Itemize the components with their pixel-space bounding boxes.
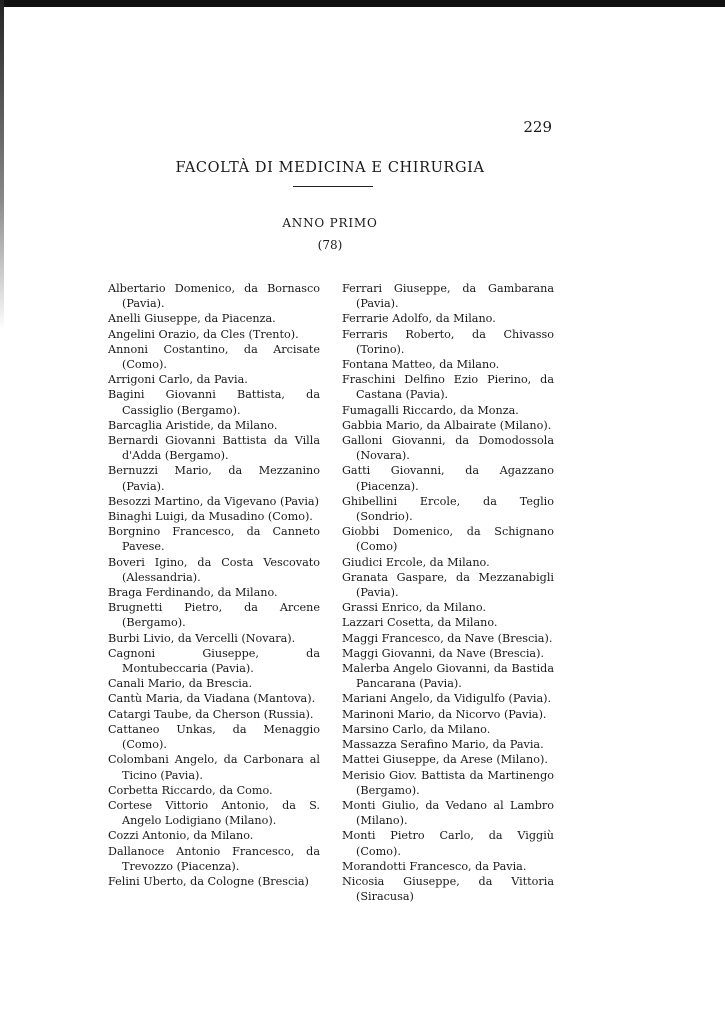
student-entry: Malerba Angelo Giovanni, da Bastida Pancarana (Pavia).	[342, 662, 554, 691]
student-entry: Mattei Giuseppe, da Arese (Milano).	[342, 753, 548, 767]
section-subtitle: ANNO PRIMO	[282, 216, 378, 230]
scan-left-edge	[0, 0, 4, 330]
student-entry: Borgnino Francesco, da Canneto Pavese.	[108, 525, 320, 554]
student-entry: Giobbi Domenico, da Schignano (Como)	[342, 525, 554, 554]
student-entry: Cantù Maria, da Viadana (Mantova).	[108, 692, 316, 706]
student-entry: Massazza Serafino Mario, da Pavia.	[342, 738, 544, 752]
student-entry: Cozzi Antonio, da Milano.	[108, 829, 254, 843]
student-entry: Binaghi Luigi, da Musadino (Como).	[108, 510, 313, 524]
student-entry: Cattaneo Unkas, da Menaggio (Como).	[108, 722, 320, 752]
student-count: (78)	[317, 238, 343, 252]
student-entry: Angelini Orazio, da Cles (Trento).	[108, 327, 299, 341]
student-entry: Monti Giulio, da Vedano al Lambro (Milano).	[342, 798, 554, 828]
student-entry: Dallanoce Antonio Francesco, da Trevozzo (Piacenza).	[108, 844, 320, 873]
student-entry: Annoni Costantino, da Arcisate (Como).	[108, 342, 320, 372]
student-entry: Maggi Francesco, da Nave (Brescia).	[342, 631, 553, 645]
student-entry: Ferraris Roberto, da Chivasso (Torino).	[342, 327, 554, 356]
student-entry: Canali Mario, da Brescia.	[108, 677, 253, 691]
student-entry: Ferrarie Adolfo, da Milano.	[342, 312, 496, 326]
student-entry: Bagini Giovanni Battista, da Cassiglio (Bergamo).	[108, 388, 320, 417]
student-entry: Fontana Matteo, da Milano.	[342, 358, 500, 372]
student-entry: Cortese Vittorio Antonio, da S. Angelo Lodigiano (Milano).	[108, 798, 320, 828]
scan-top-border	[0, 0, 725, 7]
student-entry: Gatti Giovanni, da Agazzano (Piacenza).	[342, 464, 554, 493]
student-entry: Catargi Taube, da Cherson (Russia).	[108, 707, 314, 721]
student-entry: Besozzi Martino, da Vigevano (Pavia)	[108, 494, 319, 508]
student-entry: Ferrari Giuseppe, da Gambarana (Pavia).	[342, 282, 554, 311]
page-title: FACOLTÀ DI MEDICINA E CHIRURGIA	[175, 160, 485, 176]
student-entry: Braga Ferdinando, da Milano.	[108, 586, 278, 600]
page-number: 229	[523, 118, 552, 136]
student-entry: Albertario Domenico, da Bornasco (Pavia).	[108, 282, 320, 311]
student-entry: Maggi Giovanni, da Nave (Brescia).	[342, 646, 544, 660]
student-entry: Lazzari Cosetta, da Milano.	[342, 616, 498, 630]
student-entry: Cagnoni Giuseppe, da Montubeccaria (Pavia).	[108, 646, 320, 676]
student-entry: Merisio Giov. Battista da Martinengo (Bergamo).	[342, 768, 554, 797]
student-entry: Brugnetti Pietro, da Arcene (Bergamo).	[108, 601, 320, 630]
student-entry: Arrigoni Carlo, da Pavia.	[108, 373, 248, 387]
title-divider	[293, 186, 373, 187]
student-entry: Marsino Carlo, da Milano.	[342, 722, 491, 736]
student-entry: Boveri Igino, da Costa Vescovato (Alessandria).	[108, 555, 320, 584]
student-entry: Colombani Angelo, da Carbonara al Ticino (Pavia).	[108, 753, 320, 782]
student-entry: Mariani Angelo, da Vidigulfo (Pavia).	[342, 692, 552, 706]
left-column	[108, 281, 320, 889]
student-entry: Morandotti Francesco, da Pavia.	[342, 859, 527, 873]
student-entry: Ghibellini Ercole, da Teglio (Sondrio).	[342, 494, 554, 524]
student-entry: Bernuzzi Mario, da Mezzanino (Pavia).	[108, 464, 320, 493]
student-entry: Gabbia Mario, da Albairate (Milano).	[342, 418, 552, 432]
student-entry: Fraschini Delfino Ezio Pierino, da Castana (Pavia).	[342, 373, 554, 402]
student-entry: Felini Uberto, da Cologne (Brescia)	[108, 874, 309, 888]
student-entry: Bernardi Giovanni Battista da Villa d'Adda (Bergamo).	[108, 434, 320, 463]
student-entry: Burbi Livio, da Vercelli (Novara).	[108, 631, 296, 645]
right-column	[342, 281, 554, 904]
student-entry: Fumagalli Riccardo, da Monza.	[342, 403, 519, 417]
student-entry: Corbetta Riccardo, da Como.	[108, 783, 273, 797]
student-entry: Granata Gaspare, da Mezzanabigli (Pavia).	[342, 570, 554, 600]
student-entry: Giudici Ercole, da Milano.	[342, 555, 490, 569]
student-entry: Marinoni Mario, da Nicorvo (Pavia).	[342, 707, 547, 721]
student-entry: Galloni Giovanni, da Domodossola (Novara).	[342, 434, 554, 463]
student-entry: Anelli Giuseppe, da Piacenza.	[108, 312, 276, 326]
student-entry: Nicosia Giuseppe, da Vittoria (Siracusa)	[342, 874, 554, 904]
student-entry: Grassi Enrico, da Milano.	[342, 601, 486, 615]
student-entry: Barcaglia Aristide, da Milano.	[108, 418, 278, 432]
student-entry: Monti Pietro Carlo, da Viggiù (Como).	[342, 829, 554, 858]
